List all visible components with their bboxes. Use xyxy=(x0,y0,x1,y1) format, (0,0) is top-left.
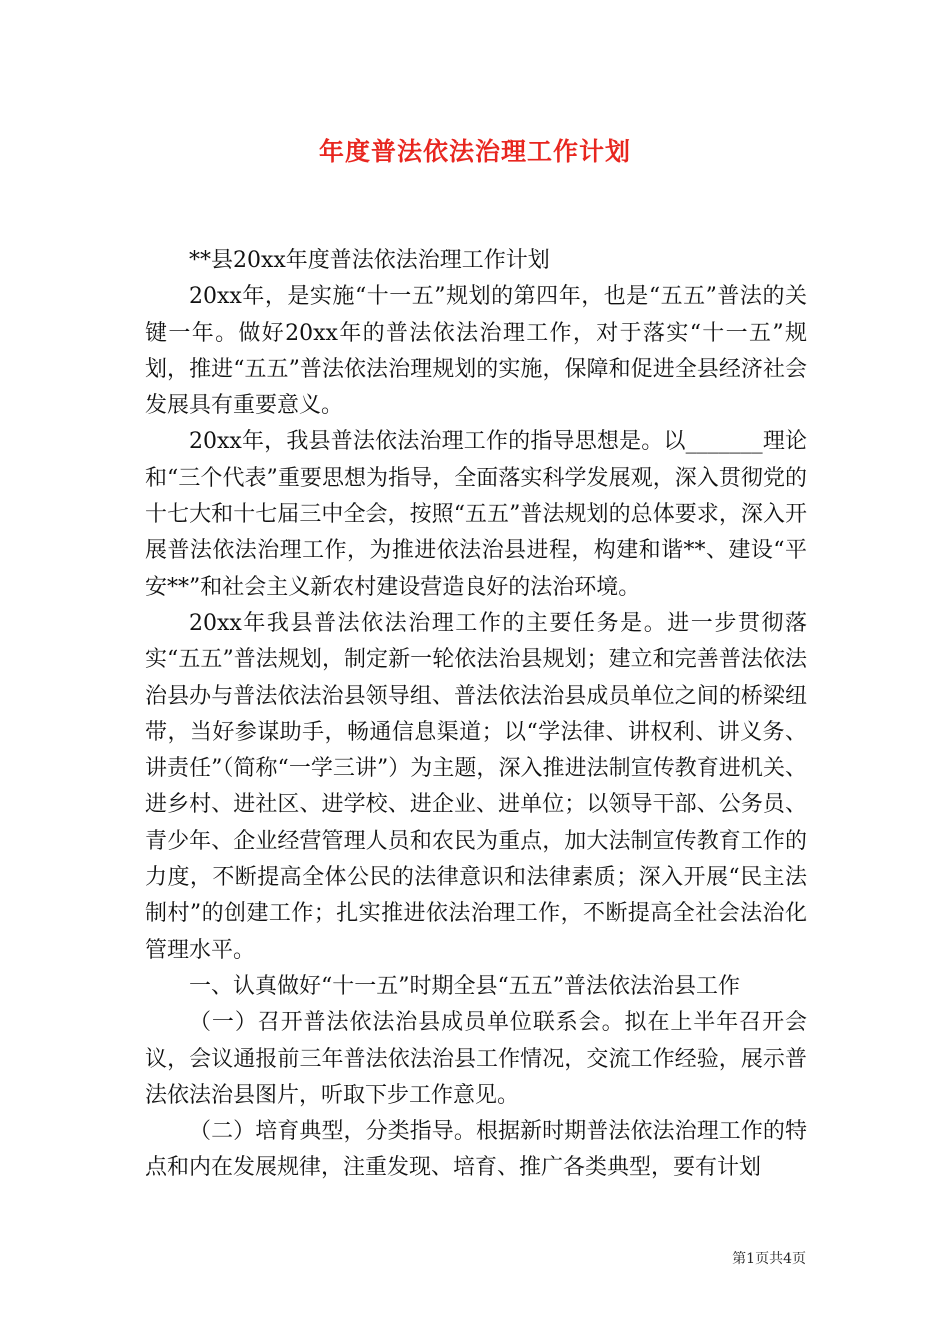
document-title: 年度普法依法治理工作计划 xyxy=(318,137,631,166)
paragraph: 20xx年，是实施“十一五”规划的第四年，也是“五五”普法的关键一年。做好20xx年的普法依法治理工作，对于落实“十一五”规划，推进“五五”普法依法治理规划的实施，保障和促进全县经济社会发展具有重要意义。 xyxy=(145,284,807,419)
paragraph: （一）召开普法依法治县成员单位联系会。拟在上半年召开会议，会议通报前三年普法依法治县工作情况，交流工作经验，展示普法依法治县图片，听取下步工作意见。 xyxy=(145,1010,807,1108)
page-number: 第1页共4页 xyxy=(732,1251,806,1267)
section-heading: 一、认真做好“十一五”时期全县“五五”普法依法治县工作 xyxy=(189,973,740,999)
paragraph: 20xx年我县普法依法治理工作的主要任务是。进一步贯彻落实“五五”普法规划，制定新一轮依法治县规划；建立和完善普法依法治县办与普法依法治县领导组、普法依法治县成员单位之间的桥梁纽带，当好参谋助手，畅通信息渠道；以“学法律、讲权利、讲义务、讲责任”（简称“一学三讲”）为主题，深入推进法制宣传教育进机关、进乡村、进社区、进学校、进企业、进单位；以领导干部、公务员、青少年、企业经营管理人员和农民为重点，加大法制宣传教育工作的力度，不断提高全体公民的法律意识和法律素质；深入开展“民主法制村”的创建工作；扎实推进依法治理工作，不断提高全社会法治化管理水平。 xyxy=(145,610,807,963)
paragraph: 20xx年，我县普法依法治理工作的指导思想是。以_______理论和“三个代表”重要思想为指导，全面落实科学发展观，深入贯彻党的十七大和十七届三中全会，按照“五五”普法规划的总体要求，深入开展普法依法治理工作，为推进依法治县进程，构建和谐**、建设“平安**”和社会主义新农村建设营造良好的法治环境。 xyxy=(145,429,807,600)
paragraph: （二）培育典型，分类指导。根据新时期普法依法治理工作的特点和内在发展规律，注重发现、培育、推广各类典型，要有计划 xyxy=(145,1119,807,1181)
paragraph-heading: **县20xx年度普法依法治理工作计划 xyxy=(189,248,550,273)
document-body xyxy=(145,243,807,1187)
